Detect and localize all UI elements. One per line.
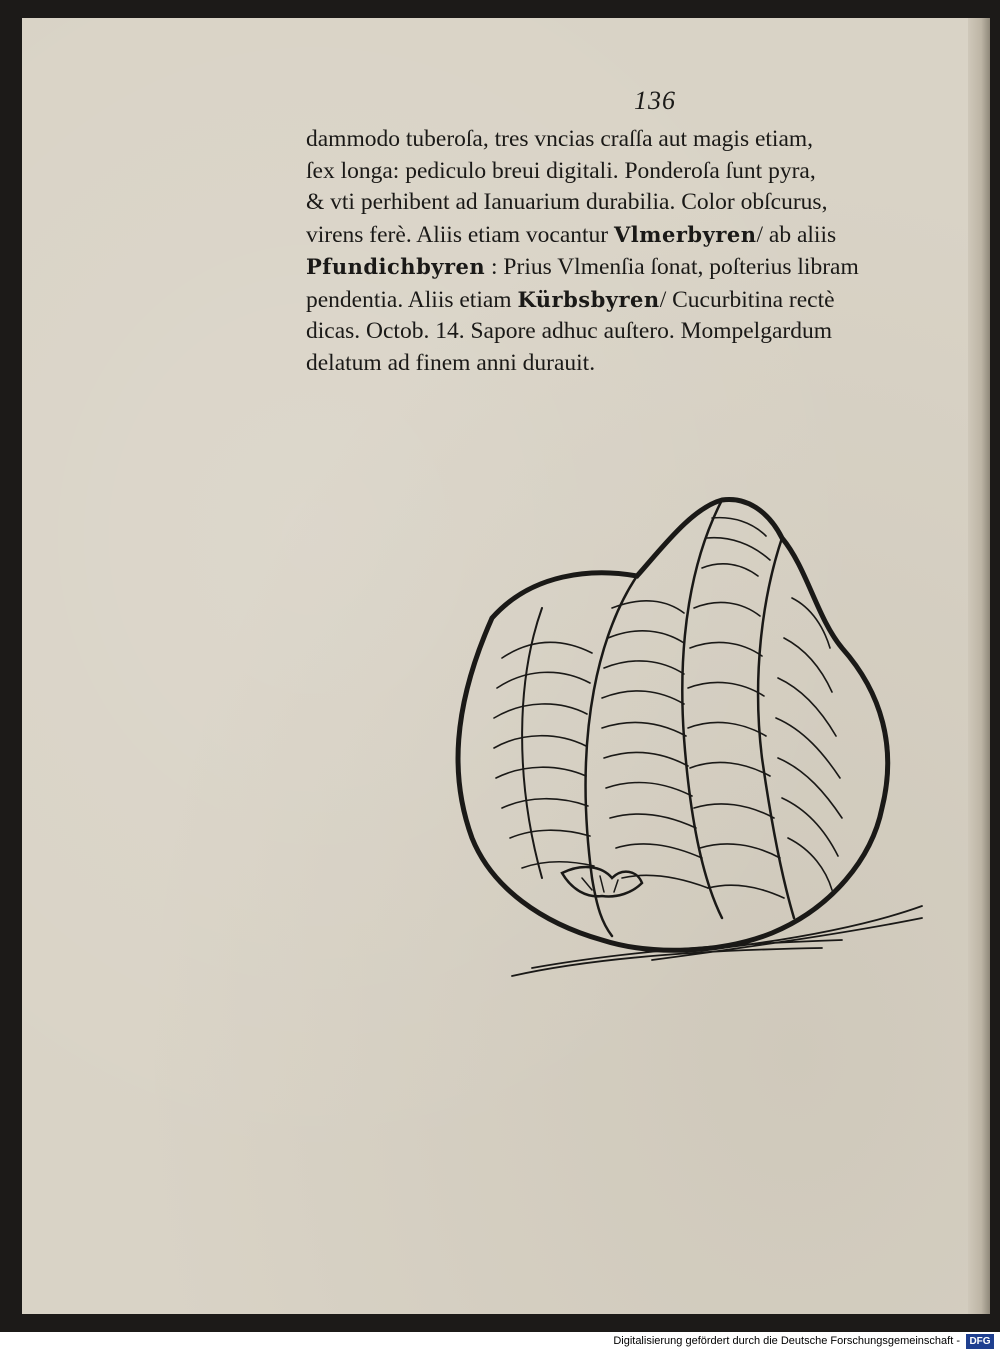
- text-segment: pendentia. Aliis etiam: [306, 286, 518, 313]
- footer: [0, 1332, 1000, 1353]
- blackletter-word: Pfundichbyren: [306, 254, 486, 279]
- body-text: [306, 124, 966, 379]
- text-line: [306, 348, 966, 380]
- dfg-logo: DFG: [966, 1334, 994, 1349]
- hatching: [707, 518, 770, 560]
- text-line: [306, 187, 966, 219]
- text-segment: / ab aliis: [756, 221, 837, 248]
- text-line: [306, 156, 966, 188]
- hatching: [602, 601, 708, 888]
- text-line: [306, 124, 966, 156]
- text-line: [306, 316, 966, 348]
- page-number: 136: [634, 86, 676, 115]
- text-segment: / Cucurbitina rectè: [659, 286, 835, 313]
- text-segment: & vti perhibent ad Ianuarium durabilia. Color obſcurus,: [306, 189, 828, 215]
- text-segment: virens ferè. Aliis etiam vocantur: [306, 221, 615, 248]
- text-segment: ſex longa: pediculo breui digitali. Ponderoſa ſunt pyra,: [306, 157, 816, 184]
- text-line: [306, 284, 966, 317]
- woodcut-pear-illustration: [422, 478, 942, 998]
- pear-ridge: [522, 608, 542, 878]
- hatching: [776, 598, 842, 890]
- page-edge: [968, 18, 990, 1314]
- ground-shadow: [512, 906, 922, 976]
- text-segment: : Prius Vlmenſia ſonat, poſterius libram: [485, 254, 859, 280]
- text-segment: dammodo tuberoſa, tres vncias craſſa aut magis etiam,: [306, 126, 814, 152]
- text-line: [306, 251, 966, 284]
- pear-ridge: [758, 538, 794, 918]
- book-page: [22, 18, 990, 1314]
- blackletter-word: Kürbsbyren: [517, 286, 660, 312]
- funding-credit: Digitalisierung gefördert durch die Deutsche Forschungsgemeinschaft -: [613, 1335, 960, 1347]
- pear-ridge: [682, 500, 722, 918]
- text-segment: delatum ad finem anni durauit.: [306, 349, 596, 376]
- hatching: [494, 642, 594, 868]
- text-segment: dicas. Octob. 14. Sapore adhuc auſtero. Mompelgardum: [306, 318, 832, 344]
- text-line: [306, 219, 966, 252]
- blackletter-word: Vlmerbyren: [614, 221, 757, 247]
- hatching: [688, 564, 784, 898]
